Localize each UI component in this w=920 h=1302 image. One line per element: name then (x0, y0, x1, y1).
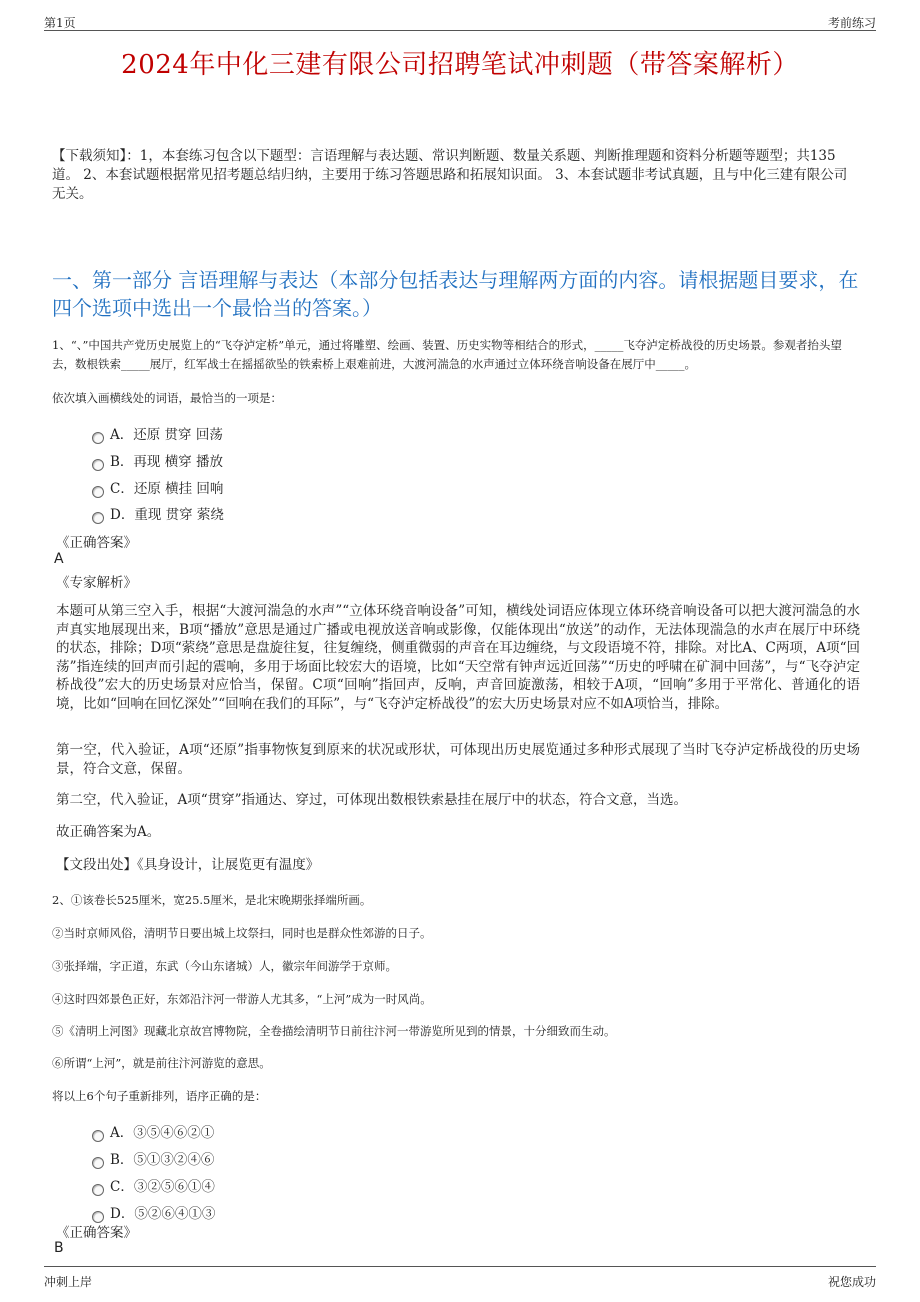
radio-icon[interactable] (92, 512, 104, 524)
footer-left: 冲刺上岸 (44, 1275, 93, 1289)
question-2-sentence: ②当时京师风俗，清明节日要出城上坟祭扫，同时也是群众性郊游的日子。 (52, 926, 432, 940)
radio-icon[interactable] (92, 432, 104, 444)
page-header (44, 10, 876, 31)
download-notice: 【下载须知】：1，本套练习包含以下题型：言语理解与表达题、常识判断题、数量关系题、判断推理题和资料分析题等题型；共135道。 2、本套试题根据常见招考题总结归纳，主要用于练习答题思路和拓展知识面。 3、本套试题非考试真题，且与中化三建有限公司无关。 (52, 148, 848, 202)
analysis-paragraph: 本题可从第三空入手，根据“大渡河湍急的水声”“立体环绕音响设备”可知，横线处词语应体现立体环绕音响设备可以把大渡河湍急的水声真实地展现出来，B项“播放”意思是通过广播或电视放送音响或影像，仅能体现出“放送”的动作，无法体现湍急的水声在展厅中环绕的状态，排除；D项“萦绕”意思是盘旋往复，往复缠绕，侧重微弱的声音在耳边缠绕，与文段语境不符，排除。对比A、C两项，A项“回荡”指连续的回声而引起的震响，多用于场面比较宏大的语境，比如“天空常有钟声远近回荡”“历史的呼啸在矿洞中回荡”，与“飞夺泸定桥战役”宏大的历史场景对应恰当，保留。C项“回响”指回声，反响，声音回旋激荡，相较于A项，“回响”多用于平常化、普通化的语境，比如“回响在回忆深处”“回响在我们的耳际”，与“飞夺泸定桥战役”的宏大历史场景对应不如A项恰当，排除。 (56, 603, 860, 712)
footer-right: 祝您成功 (827, 1275, 876, 1289)
answer-value: B (54, 1240, 64, 1256)
question-1-option-a[interactable]: A．还原 贯穿 回荡 (92, 423, 223, 443)
radio-icon[interactable] (92, 1130, 104, 1142)
radio-icon[interactable] (92, 486, 104, 498)
question-2-option-b[interactable]: B．⑤①③②④⑥ (92, 1148, 214, 1168)
analysis-paragraph: 第二空，代入验证，A项“贯穿”指通达、穿过，可体现出数根铁索悬挂在展厅中的状态，符合文意，当选。 (56, 792, 688, 808)
question-2-option-c[interactable]: C．③②⑤⑥①④ (92, 1175, 215, 1195)
question-2-sentence: ⑥所谓“上河”，就是前往汴河游览的意思。 (52, 1056, 271, 1070)
question-2-prompt: 将以上6个句子重新排列，语序正确的是： (52, 1089, 267, 1103)
question-2-option-a[interactable]: A．③⑤④⑥②① (92, 1121, 214, 1141)
analysis-label: 《专家解析》 (56, 575, 137, 591)
question-2-option-d[interactable]: D．⑤②⑥④①③ (92, 1202, 215, 1222)
answer-label: 《正确答案》 (56, 535, 137, 551)
document-title: 2024年中化三建有限公司招聘笔试冲刺题（带答案解析） (121, 50, 799, 80)
question-2-sentence: ⑤《清明上河图》现藏北京故宫博物院，全卷描绘清明节日前往汴河一带游览所见到的情景，十分细致而生动。 (52, 1024, 616, 1038)
header-note: 考前练习 (827, 16, 876, 30)
radio-icon[interactable] (92, 1184, 104, 1196)
question-1-stem: 1、“、”中国共产党历史展览上的“飞夺泸定桥”单元，通过将雕塑、绘画、装置、历史实物等相结合的形式，_____飞夺泸定桥战役的历史场景。参观者抬头望去，数根铁索_____展厅，红军战士在摇摇欲坠的铁索桥上艰难前进，大渡河湍急的水声通过立体环绕音响设备在展厅中_____。 (52, 338, 842, 371)
page-number: 第1页 (44, 16, 76, 30)
radio-icon[interactable] (92, 1157, 104, 1169)
answer-value: A (54, 551, 64, 567)
question-1-option-d[interactable]: D．重现 贯穿 萦绕 (92, 503, 224, 523)
question-1-prompt: 依次填入画横线处的词语，最恰当的一项是： (52, 391, 282, 405)
question-2-sentence: ④这时四郊景色正好，东郊沿汴河一带游人尤其多，“上河”成为一时风尚。 (52, 992, 432, 1006)
analysis-paragraph: 第一空，代入验证，A项“还原”指事物恢复到原来的状况或形状，可体现出历史展览通过多种形式展现了当时飞夺泸定桥战役的历史场景，符合文意，保留。 (56, 742, 860, 777)
analysis-conclusion: 故正确答案为A。 (56, 824, 161, 840)
question-2-sentence: 2、①该卷长525厘米，宽25.5厘米，是北宋晚期张择端所画。 (52, 893, 372, 907)
question-2-sentence: ③张择端，字正道，东武（今山东诸城）人，徽宗年间游学于京师。 (52, 959, 397, 973)
page-footer (44, 1266, 876, 1291)
answer-label: 《正确答案》 (56, 1225, 137, 1241)
source-citation: 【文段出处】《具身设计，让展览更有温度》 (56, 857, 320, 873)
question-1-option-c[interactable]: C．还原 横挂 回响 (92, 477, 223, 497)
radio-icon[interactable] (92, 459, 104, 471)
section-heading: 一、第一部分 言语理解与表达（本部分包括表达与理解两方面的内容。请根据题目要求，在四个选项中选出一个最恰当的答案。） (52, 268, 859, 320)
question-1-option-b[interactable]: B．再现 横穿 播放 (92, 450, 223, 470)
